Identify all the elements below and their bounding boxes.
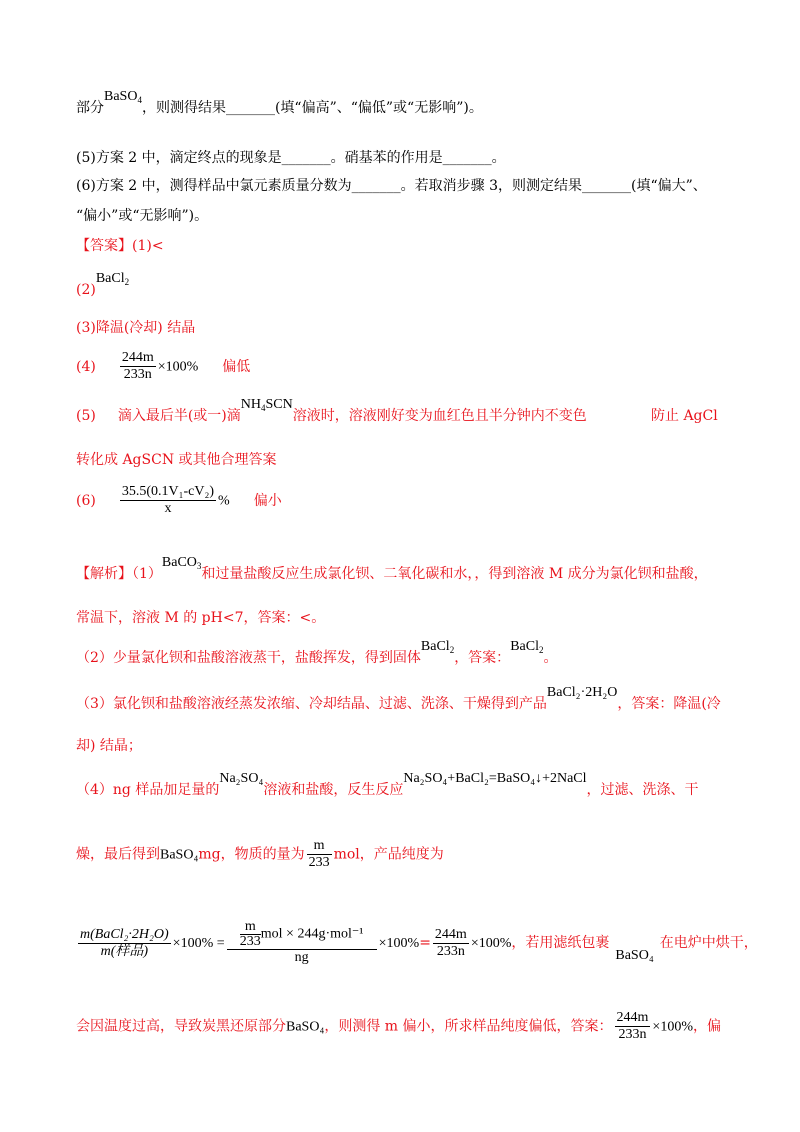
formula-baso4-c: BaSO₄ — [286, 1019, 325, 1035]
analysis-4-text: （4）ng 样品加足量的 — [76, 782, 220, 798]
analysis-4-line2-c: mol，产品纯度为 — [333, 846, 444, 863]
purity-equation — [76, 920, 758, 966]
analysis-4-mid: 溶液和盐酸，反生反应 — [263, 782, 404, 798]
answer-5-post: 溶液时，溶液刚好变为血红色且半分钟内不变色 — [292, 408, 587, 424]
answer-4-word: 偏低 — [222, 358, 251, 375]
answer-5-line2: 转化成 AgSCN 或其他合理答案 — [76, 452, 277, 468]
analysis-1 — [76, 555, 708, 588]
text-prefix: 部分 — [76, 100, 104, 116]
analysis-3-text: （3）氯化钡和盐酸溶液经蒸发浓缩、冷却结晶、过滤、洗涤、干燥得到产品 — [76, 696, 547, 712]
eq-rhs-fraction: $\frac{244m}{233n}$ — [434, 926, 467, 959]
fraction-purity: $\frac{244m}{233n}$ — [121, 350, 154, 382]
analysis-2-end: 。 — [543, 650, 558, 666]
fraction-moles: $\frac{m}{233}$ — [308, 838, 330, 870]
answer-5-right: 防止 AgCl — [651, 408, 718, 424]
eq-text: ，若用滤纸包裹 — [511, 935, 610, 951]
analysis-3 — [76, 685, 721, 715]
answer-2 — [76, 271, 130, 304]
analysis-3-end: ，答案：降温(冷 — [617, 696, 721, 712]
times-100-final: ×100% — [652, 1019, 693, 1035]
percent-sign: % — [218, 493, 230, 509]
answer-6 — [76, 484, 282, 517]
analysis-4-last-a: 会因温度过高，导致炭黑还原部分 — [76, 1018, 286, 1035]
question-6-line1: (6)方案 2 中，测得样品中氯元素质量分数为_______。若取消步骤 3，则测定结果_______(填“偏大”、 — [76, 178, 707, 194]
analysis-4-line2 — [76, 838, 444, 871]
answer-2-num: (2) — [76, 282, 96, 298]
answer-5-pre: 滴入最后半(或一)滴 — [117, 408, 241, 424]
analysis-label: 【解析】 — [76, 566, 132, 582]
formula-baso4-a: BaSO₄ — [160, 847, 199, 863]
analysis-2-mid: ，答案： — [454, 650, 511, 666]
answer-1-text: (1)< — [132, 238, 164, 254]
analysis-4-last-b: ，则测得 m 偏小，所求样品纯度偏低，答案： — [324, 1018, 613, 1035]
answer-4-num: (4) — [76, 358, 96, 375]
times-100: ×100% — [157, 359, 199, 375]
question-5: (5)方案 2 中，滴定终点的现象是_______。硝基苯的作用是_______。 — [76, 150, 506, 166]
fraction-final: $\frac{244m}{233n}$ — [616, 1010, 649, 1042]
eq-equals: = — [419, 935, 431, 951]
question-6-line2: “偏小”或“无影响”)。 — [76, 208, 209, 224]
answer-4 — [76, 350, 250, 383]
fraction-chlorine: $\frac{\text{35.5(0.1V₁-cV₂)}}{x}$ — [121, 484, 215, 516]
analysis-1-line2: 常温下，溶液 M 的 pH<7，答案：<。 — [76, 610, 326, 626]
analysis-4-end: ，过滤、洗涤、干 — [586, 782, 699, 798]
formula-bacl2-a: BaCl$_2$ — [420, 639, 455, 655]
text-suffix: ，则测得结果_______(填“偏高”、“偏低”或“无影响”)。 — [141, 100, 483, 116]
formula-na2so4: Na₂SO₄ — [219, 771, 264, 786]
analysis-1-text: 和过量盐酸反应生成氯化钡、二氧化碳和水，，得到溶液 M 成分为氯化钡和盐酸， — [201, 566, 708, 582]
analysis-4-last-c: ，偏 — [692, 1018, 721, 1035]
analysis-3-line2: 却) 结晶； — [76, 738, 142, 754]
eq-lhs-fraction: $\frac{\text{m(BaCl₂·2H₂O)}}{\text{m(样品)}}$ — [80, 926, 169, 959]
formula-baso4: BaSO$_4$ — [104, 89, 142, 105]
formula-baco3: BaCO$_3$ — [161, 555, 202, 571]
formula-bacl2: BaCl$_2$ — [95, 271, 130, 287]
answer-6-word: 偏小 — [253, 492, 282, 509]
answer-5-num: (5) — [76, 408, 96, 424]
analysis-4-line2-b: mg，物质的量为 — [198, 846, 305, 863]
eq-times-1: ×100% = — [172, 936, 225, 951]
formula-bacl2-b: BaCl$_2$ — [510, 639, 544, 655]
eq-times-2: ×100% — [378, 936, 420, 951]
answer-6-num: (6) — [76, 492, 96, 509]
analysis-4 — [76, 771, 699, 801]
eq-times-3: ×100% — [470, 936, 512, 951]
formula-nh4scn: $NH_4SCN$ — [240, 397, 293, 413]
formula-bacl2-2h2o: BaCl₂·2H₂O — [546, 685, 618, 700]
answer-label: 【答案】 — [76, 238, 132, 254]
analysis-4-line2-a: 燥，最后得到 — [76, 846, 160, 863]
analysis-2 — [76, 639, 558, 672]
answer-1 — [76, 236, 164, 256]
eq-text-2: 在电炉中烘干， — [659, 935, 758, 951]
analysis-1-num: （1） — [132, 566, 162, 582]
reaction-equation: Na₂SO₄+BaCl₂=BaSO₄↓+2NaCl — [403, 771, 587, 786]
analysis-2-text: （2）少量氯化钡和盐酸溶液蒸干，盐酸挥发，得到固体 — [76, 650, 421, 666]
question-line-4 — [76, 89, 483, 122]
formula-baso4-b: BaSO₄ — [615, 948, 654, 963]
analysis-4-last — [76, 1010, 721, 1043]
eq-mid-fraction: $\frac{m}{233}$ mol × 244g·mol⁻¹ ng — [227, 920, 377, 966]
answer-3: (3)降温(冷却) 结晶 — [76, 320, 196, 336]
answer-5 — [76, 397, 587, 430]
